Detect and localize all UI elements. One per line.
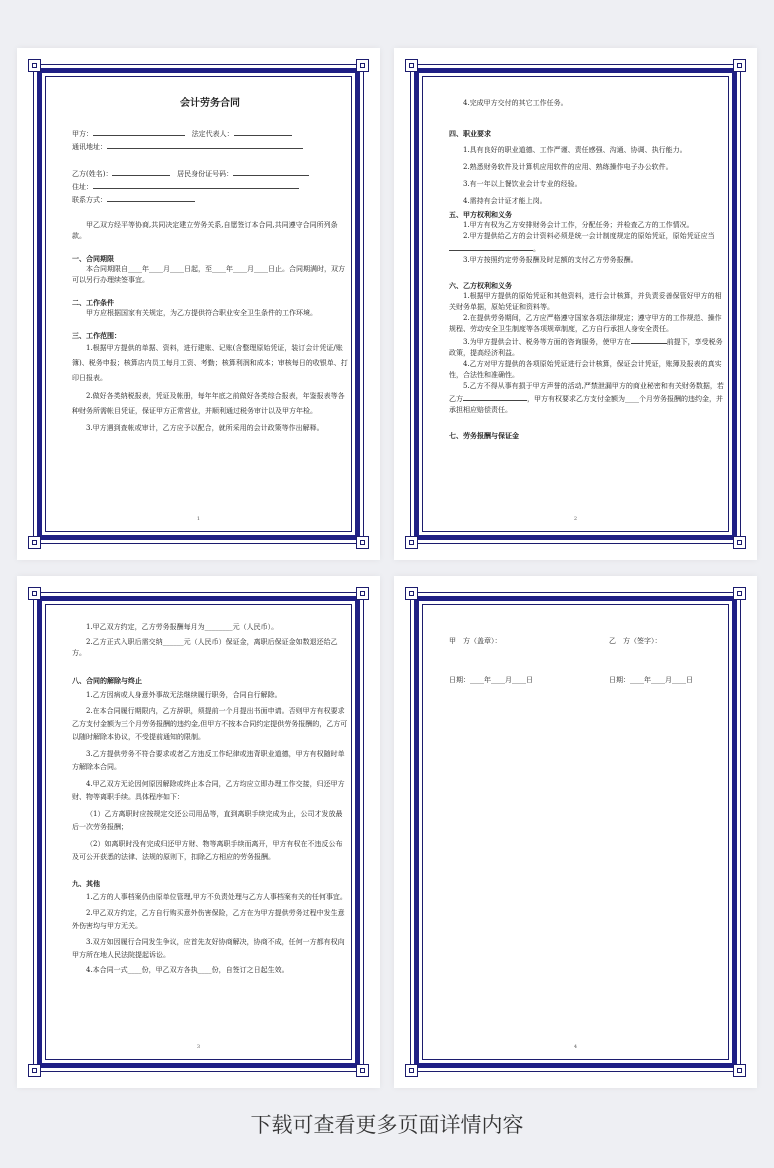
corner-ornament — [356, 1064, 369, 1077]
list-item: 1.乙方的人事档案仍由原单位管理,甲方不负责处理与乙方人事档案有关的任何事宜。 — [86, 893, 347, 901]
legal-rep-field[interactable] — [234, 127, 292, 136]
list-item: 4.本合同一式____份，甲乙双方各执____份，自签订之日起生效。 — [86, 966, 289, 974]
address-field[interactable] — [107, 140, 303, 149]
residence-field[interactable] — [93, 180, 299, 189]
party-b-label: 乙方(姓名)： — [72, 170, 113, 178]
document-page-1 — [17, 48, 380, 560]
party-a-label: 甲方： — [72, 130, 93, 138]
party-b-date[interactable]: 日期：____年____月____日 — [609, 676, 693, 684]
list-item: 4.需持有会计证才能上岗。 — [463, 197, 547, 205]
section-paragraph: 2.做好各类纳税报表，凭证及帐册，每年年底之前做好各类综合报表，年鉴报表等各种财务所需帐目凭证，保证甲方正常营业，并顺利通过税务审计以及甲方年检。 — [72, 392, 345, 415]
corner-ornament — [28, 1064, 41, 1077]
corner-ornament — [405, 1064, 418, 1077]
page-number: 1 — [196, 516, 201, 522]
intro-paragraph: 甲乙双方经平等协商,共同决定建立劳务关系,自愿签订本合同,共同遵守合同所列条款。 — [72, 221, 338, 240]
corner-ornament — [28, 587, 41, 600]
section-heading: 一、合同期限 — [72, 254, 114, 263]
party-b-signature-label[interactable]: 乙 方（签字）： — [609, 637, 662, 645]
corner-ornament — [356, 59, 369, 72]
contact-field[interactable] — [107, 193, 195, 202]
section-heading: 八、合同的解除与终止 — [72, 676, 142, 685]
id-card-label: 居民身份证号码： — [177, 170, 234, 178]
corner-ornament — [733, 587, 746, 600]
page-number: 2 — [573, 516, 578, 522]
section-paragraph: 1.甲方有权为乙方安排财务会计工作，分配任务；并检查乙方的工作情况。 — [463, 221, 694, 229]
list-item: 1.乙方因病或人身意外事故无法继续履行职务，合同自行解除。 — [86, 691, 282, 699]
section-heading: 四、职业要求 — [449, 129, 491, 138]
corner-ornament — [356, 536, 369, 549]
breach-blank[interactable] — [463, 392, 527, 401]
section-paragraph: 4.完成甲方交付的其它工作任务。 — [463, 99, 568, 107]
section-paragraph: 1.根据甲方提供的原始凭证和其他资料，进行会计核算，并负责妥善保管好甲方的相关财务单据，原始凭证和资料等。 — [449, 292, 722, 311]
corner-ornament — [405, 587, 418, 600]
list-item: （2）如离职时没有完成归还甲方财、物等离职手续而离开，甲方有权在不违反公布及可公开获悉的法律、法规的原则下，扣除乙方相应的劳务报酬。 — [72, 840, 343, 861]
party-a-signature-label[interactable]: 甲 方（盖章）： — [449, 637, 502, 645]
corner-ornament — [733, 536, 746, 549]
document-page-3 — [17, 576, 380, 1088]
section-paragraph: 甲方应根据国家有关规定，为乙方提供符合职业安全卫生条件的工作环境。 — [86, 309, 317, 317]
document-page-4 — [394, 576, 757, 1088]
corner-ornament — [356, 587, 369, 600]
section-paragraph: 4.乙方对甲方提供的各项原始凭证进行会计核算，保证会计凭证，账簿及报表的真实性，合法性和准确性。 — [449, 360, 722, 379]
list-item: 4.甲乙双方无论因何原因解除或终止本合同，乙方均应立即办理工作交接，归还甲方财、物等离职手续。具体程序如下： — [72, 780, 345, 801]
id-card-field[interactable] — [233, 167, 309, 176]
section-paragraph: 3.为甲方提供会计、税务等方面的咨询服务，使甲方在 — [463, 338, 631, 346]
section-paragraph: 2.甲方提供给乙方的会计资料必须是统一会计制度规定的原始凭证，原始凭证应当 — [463, 232, 715, 240]
page-number: 4 — [573, 1044, 578, 1050]
section-paragraph: 前提下，享受税务政策，提高经济利益。 — [449, 338, 723, 357]
voucher-blank[interactable] — [449, 242, 533, 251]
section-paragraph: 1.甲乙双方约定，乙方劳务报酬每月为________元（人民币）。 — [86, 623, 279, 631]
page-number: 3 — [196, 1044, 201, 1050]
section-paragraph: ，甲方有权要求乙方支付金额为____个月劳务报酬的违约金，并承担相应赔偿责任。 — [449, 395, 723, 414]
section-paragraph: 1.根据甲方提供的单据、资料，进行建账、记账(含整理原始凭证，装订会计凭证/账簿)、税务申报；核算店内员工每月工资、考勤；核算利润和成本；审核每日的收银单、打印日报表。 — [72, 344, 348, 382]
list-item: （1）乙方离职时应按规定交还公司用品等，直到离职手续完成为止，公司才发放最后一次劳务报酬； — [72, 810, 343, 831]
premise-blank[interactable] — [631, 335, 667, 344]
legal-rep-label: 法定代表人： — [191, 130, 234, 138]
list-item: 1.具有良好的职业道德、工作严谨、责任感强、沟通、协调、执行能力。 — [463, 146, 687, 154]
section-heading: 三、工作范围： — [72, 331, 121, 340]
section-paragraph: 3.甲方按照约定劳务报酬及时足额的支付乙方劳务报酬。 — [463, 256, 638, 264]
section-heading: 七、劳务报酬与保证金 — [449, 431, 519, 440]
address-label: 通讯地址： — [72, 143, 107, 151]
list-item: 3.双方如因履行合同发生争议，应首先友好协商解决，协商不成，任何一方都有权向甲方所在地人民法院提起诉讼。 — [72, 938, 345, 959]
section-heading: 二、工作条件 — [72, 298, 114, 307]
section-paragraph: 2.在提供劳务期间，乙方应严格遵守国家各项法律规定；遵守甲方的工作规范、操作规程、劳动安全卫生制度等各项规章制度，乙方自行承担人身安全责任。 — [449, 314, 722, 333]
corner-ornament — [28, 59, 41, 72]
contract-title: 会计劳务合同 — [180, 98, 240, 109]
party-b-field[interactable] — [112, 167, 170, 176]
corner-ornament — [405, 59, 418, 72]
document-page-2: 4.完成甲方交付的其它工作任务。 四、职业要求 1.具有良好的职业道德、工作严谨、责任感强、沟通、协调、执行能力。 2.熟悉财务软件及计算机应用软件的应用、熟练操作电子办公软件。 3.有一年以上餐饮业会计专业的经验。 4.需持有会计证才能上岗。 五、甲方权利和义务 1.甲方有权为乙方安排财务会计工作，分配任务；并检查乙方的工作情况。 2.甲方提供给乙方的会计资料必须是统一会计制度规定的原始凭证，原始凭证应当。 3.甲方按照约定劳务报酬及时足额的支付乙方劳务报酬。 六、乙方权利和义务 1.根据甲方提供的原始凭证和其他资料，进行会计核算，并负责妥善保管好甲方的相关财务单据，原始凭证和资料等。 2.在提供劳务期间，乙方应严格遵守国家各项法律规定；遵守甲方的工作规范、操作规程、劳动安全卫生制度等各项规章制度，乙方自行承担人身安全责任。 3.为甲方提供会计、税务等方面的咨询服务，使甲方在 前提下，享受税务政策，提高经济利益。 4.乙方对甲方提供的各项原始凭证进行会计核算，保证会计凭证，账簿及报表的真实性，合法性和准确性。 5.乙方不得从事有损于甲方声誉的活动,严禁泄漏甲方的商业秘密和有关财务数据，若乙方 ，甲方有权要求乙方支付金额为____个月劳务报酬的违约金，并承担相应赔偿责任。 七、劳务报酬与保证金 2 — [394, 48, 757, 560]
residence-label: 住址： — [72, 183, 93, 191]
section-paragraph: 3.甲方遇到查帐或审计，乙方应予以配合，就所采用的会计政策等作出解释。 — [86, 424, 324, 432]
section-heading: 六、乙方权利和义务 — [449, 281, 512, 290]
list-item: 3.有一年以上餐饮业会计专业的经验。 — [463, 180, 582, 188]
list-item: 2.在本合同履行期限内，乙方辞职，须提前一个月提出书面申请。否则甲方有权要求乙方支付金额为三个月劳务报酬的违约金,但甲方不按本合同约定提供劳务报酬的，乙方可以随时解除本协议，不受提前通知的限制。 — [72, 707, 348, 741]
section-paragraph: 本合同期限自____年____月____日起，至____年____月____日止。合同期满时，双方可以另行办理续签事宜。 — [72, 265, 345, 284]
corner-ornament — [733, 59, 746, 72]
list-item: 2.熟悉财务软件及计算机应用软件的应用、熟练操作电子办公软件。 — [463, 163, 673, 171]
list-item: 3.乙方提供劳务不符合要求或者乙方违反工作纪律或违背职业道德，甲方有权随时单方解除本合同。 — [72, 750, 345, 771]
section-paragraph: 2.乙方正式入职后需交纳______元（人民币）保证金，离职后保证金如数退还给乙方。 — [72, 638, 338, 657]
party-a-field[interactable] — [93, 127, 185, 136]
list-item: 2.甲乙双方约定，乙方自行购买意外伤害保险，乙方在为甲方提供劳务过程中发生意外伤害均与甲方无关。 — [72, 909, 345, 930]
download-hint[interactable]: 下载可查看更多页面详情内容 — [250, 1113, 524, 1137]
contact-label: 联系方式： — [72, 196, 107, 204]
corner-ornament — [733, 1064, 746, 1077]
corner-ornament — [405, 536, 418, 549]
section-heading: 五、甲方权利和义务 — [449, 210, 512, 219]
section-paragraph: 5.乙方不得从事有损于甲方声誉的活动,严禁泄漏甲方的商业秘密和有关财务数据，若乙方 — [449, 382, 724, 403]
corner-ornament — [28, 536, 41, 549]
party-a-date[interactable]: 日期：____年____月____日 — [449, 676, 533, 684]
section-heading: 九、其他 — [72, 879, 100, 888]
